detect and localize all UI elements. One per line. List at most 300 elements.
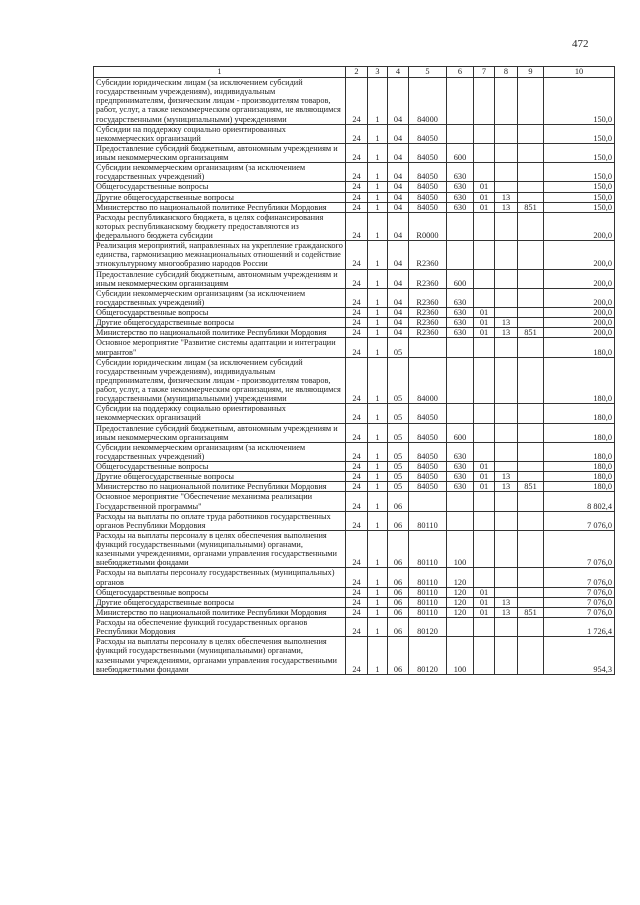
code-cell: 1 [368, 163, 388, 182]
table-row [94, 163, 615, 182]
table-row [94, 269, 615, 288]
row-name-cell: Субсидии некоммерческим организациям (за исключением государственных учреждений) [94, 288, 346, 307]
code-cell: 1 [368, 472, 388, 482]
code-cell: 05 [388, 338, 409, 357]
code-cell [518, 143, 544, 162]
code-cell [495, 78, 518, 125]
code-cell: 13 [495, 202, 518, 212]
code-cell: 01 [474, 182, 495, 192]
code-cell: 24 [346, 308, 368, 318]
code-cell: 01 [474, 462, 495, 472]
code-cell [495, 618, 518, 637]
code-cell [495, 269, 518, 288]
header-row [94, 67, 615, 78]
table-row [94, 597, 615, 607]
code-cell [495, 568, 518, 587]
table-row [94, 78, 615, 125]
code-cell: 04 [388, 78, 409, 125]
code-cell: 24 [346, 404, 368, 423]
code-cell: 100 [447, 530, 474, 568]
row-name-cell: Министерство по национальной политике Республики Мордовия [94, 482, 346, 492]
code-cell: 13 [495, 318, 518, 328]
code-cell [495, 308, 518, 318]
code-cell: 24 [346, 318, 368, 328]
code-cell: 84050 [409, 462, 447, 472]
code-cell: 24 [346, 357, 368, 404]
row-name-cell: Основное мероприятие "Обеспечение механизма реализации Государственной программы" [94, 492, 346, 511]
code-cell [409, 338, 447, 357]
amount-cell: 150,0 [544, 143, 615, 162]
code-cell: 01 [474, 482, 495, 492]
code-cell: 1 [368, 143, 388, 162]
amount-cell: 200,0 [544, 328, 615, 338]
code-cell: 24 [346, 78, 368, 125]
code-cell: 80120 [409, 637, 447, 675]
code-cell: 84050 [409, 163, 447, 182]
code-cell: 1 [368, 202, 388, 212]
code-cell: 630 [447, 182, 474, 192]
row-name-cell: Общегосударственные вопросы [94, 587, 346, 597]
code-cell: 1 [368, 124, 388, 143]
code-cell: 04 [388, 328, 409, 338]
code-cell: 600 [447, 143, 474, 162]
code-cell [474, 288, 495, 307]
code-cell: 100 [447, 637, 474, 675]
code-cell [447, 511, 474, 530]
amount-cell: 7 076,0 [544, 530, 615, 568]
code-cell: 80110 [409, 511, 447, 530]
table-row [94, 182, 615, 192]
row-name-cell: Субсидии на поддержку социально ориентированных некоммерческих организаций [94, 124, 346, 143]
code-cell: 630 [447, 328, 474, 338]
code-cell: 04 [388, 143, 409, 162]
table-row [94, 462, 615, 472]
code-cell: 05 [388, 357, 409, 404]
column-header: 3 [368, 67, 388, 78]
column-header: 7 [474, 67, 495, 78]
table-row [94, 530, 615, 568]
table-row [94, 618, 615, 637]
code-cell: 1 [368, 618, 388, 637]
amount-cell: 150,0 [544, 182, 615, 192]
table-row [94, 212, 615, 240]
code-cell: 851 [518, 328, 544, 338]
code-cell: 04 [388, 124, 409, 143]
code-cell: 1 [368, 308, 388, 318]
code-cell: 13 [495, 482, 518, 492]
amount-cell: 7 076,0 [544, 597, 615, 607]
code-cell: R0000 [409, 212, 447, 240]
code-cell: 84050 [409, 202, 447, 212]
code-cell: 1 [368, 241, 388, 269]
code-cell [474, 618, 495, 637]
code-cell: 24 [346, 143, 368, 162]
code-cell [495, 530, 518, 568]
code-cell [495, 462, 518, 472]
code-cell [474, 442, 495, 461]
code-cell: 120 [447, 587, 474, 597]
amount-cell: 7 076,0 [544, 568, 615, 587]
table-row [94, 202, 615, 212]
code-cell: 13 [495, 607, 518, 617]
code-cell: 80110 [409, 568, 447, 587]
code-cell: 120 [447, 607, 474, 617]
code-cell [409, 492, 447, 511]
code-cell: 04 [388, 241, 409, 269]
code-cell: R2360 [409, 328, 447, 338]
code-cell: 80110 [409, 607, 447, 617]
code-cell: 80110 [409, 587, 447, 597]
row-name-cell: Другие общегосударственные вопросы [94, 472, 346, 482]
code-cell [518, 192, 544, 202]
table-row [94, 318, 615, 328]
code-cell: 05 [388, 423, 409, 442]
amount-cell: 150,0 [544, 202, 615, 212]
code-cell: 630 [447, 308, 474, 318]
row-name-cell: Субсидии юридическим лицам (за исключением субсидий государственным учреждениям), индивидуальным предпринимателям, физическим лицам - производителям товаров, работ, услуг, а также некоммерческим организациям, не являющимся государственными (муниципальными) учреждениями [94, 357, 346, 404]
code-cell: 80120 [409, 618, 447, 637]
code-cell [447, 338, 474, 357]
code-cell [474, 269, 495, 288]
code-cell [495, 212, 518, 240]
code-cell: 84050 [409, 192, 447, 202]
budget-table [93, 66, 615, 675]
code-cell [495, 637, 518, 675]
code-cell: 24 [346, 637, 368, 675]
code-cell: 04 [388, 212, 409, 240]
code-cell [474, 163, 495, 182]
code-cell: R2360 [409, 308, 447, 318]
code-cell: 01 [474, 202, 495, 212]
code-cell [474, 241, 495, 269]
table-body [94, 78, 615, 675]
code-cell [495, 492, 518, 511]
code-cell [518, 492, 544, 511]
code-cell: 13 [495, 472, 518, 482]
page-number: 472 [572, 38, 589, 50]
column-header: 6 [447, 67, 474, 78]
code-cell: 24 [346, 568, 368, 587]
table-row [94, 607, 615, 617]
code-cell [518, 318, 544, 328]
code-cell: 01 [474, 587, 495, 597]
code-cell [518, 124, 544, 143]
code-cell: 04 [388, 318, 409, 328]
code-cell: 120 [447, 597, 474, 607]
table-row [94, 143, 615, 162]
row-name-cell: Другие общегосударственные вопросы [94, 318, 346, 328]
code-cell [518, 404, 544, 423]
code-cell [447, 212, 474, 240]
code-cell [495, 357, 518, 404]
table-row [94, 511, 615, 530]
code-cell: 24 [346, 182, 368, 192]
code-cell: 24 [346, 530, 368, 568]
table-row [94, 637, 615, 675]
code-cell: 01 [474, 597, 495, 607]
code-cell [518, 288, 544, 307]
code-cell: 24 [346, 472, 368, 482]
table-row [94, 472, 615, 482]
code-cell [495, 182, 518, 192]
code-cell: 24 [346, 442, 368, 461]
code-cell: 1 [368, 442, 388, 461]
code-cell [518, 212, 544, 240]
code-cell: 120 [447, 568, 474, 587]
amount-cell: 180,0 [544, 442, 615, 461]
amount-cell: 150,0 [544, 78, 615, 125]
code-cell: 04 [388, 182, 409, 192]
amount-cell: 1 726,4 [544, 618, 615, 637]
code-cell: 05 [388, 442, 409, 461]
column-header: 5 [409, 67, 447, 78]
code-cell: 84050 [409, 482, 447, 492]
code-cell [474, 530, 495, 568]
code-cell: 84050 [409, 124, 447, 143]
row-name-cell: Предоставление субсидий бюджетным, автономным учреждениям и иным некоммерческим организациям [94, 143, 346, 162]
code-cell: 1 [368, 212, 388, 240]
table-row [94, 308, 615, 318]
code-cell: 1 [368, 288, 388, 307]
code-cell [518, 568, 544, 587]
amount-cell: 180,0 [544, 423, 615, 442]
code-cell: 1 [368, 338, 388, 357]
code-cell [474, 338, 495, 357]
code-cell [447, 124, 474, 143]
code-cell [495, 163, 518, 182]
row-name-cell: Другие общегосударственные вопросы [94, 597, 346, 607]
code-cell [518, 618, 544, 637]
code-cell: 1 [368, 482, 388, 492]
code-cell [518, 241, 544, 269]
code-cell: R2360 [409, 288, 447, 307]
code-cell: 13 [495, 192, 518, 202]
code-cell: 80110 [409, 530, 447, 568]
code-cell: 1 [368, 269, 388, 288]
amount-cell: 200,0 [544, 308, 615, 318]
code-cell [495, 442, 518, 461]
code-cell: 851 [518, 202, 544, 212]
code-cell: 1 [368, 492, 388, 511]
code-cell: 06 [388, 607, 409, 617]
code-cell [495, 124, 518, 143]
amount-cell: 180,0 [544, 472, 615, 482]
code-cell: 01 [474, 192, 495, 202]
amount-cell: 200,0 [544, 241, 615, 269]
row-name-cell: Министерство по национальной политике Республики Мордовия [94, 328, 346, 338]
code-cell: 1 [368, 462, 388, 472]
row-name-cell: Расходы на выплаты персоналу в целях обеспечения выполнения функций государственными (муниципальными) органами, казенными учреждениями, органами управления государственными внебюджетными фондами [94, 530, 346, 568]
row-name-cell: Расходы на обеспечение функций государственных органов Республики Мордовия [94, 618, 346, 637]
code-cell: 24 [346, 607, 368, 617]
code-cell: 24 [346, 269, 368, 288]
code-cell: 600 [447, 423, 474, 442]
code-cell: 06 [388, 637, 409, 675]
code-cell: 84050 [409, 423, 447, 442]
amount-cell: 200,0 [544, 212, 615, 240]
code-cell: 630 [447, 288, 474, 307]
amount-cell: 7 076,0 [544, 607, 615, 617]
code-cell: 24 [346, 288, 368, 307]
column-header: 10 [544, 67, 615, 78]
code-cell [518, 597, 544, 607]
code-cell: 630 [447, 202, 474, 212]
amount-cell: 180,0 [544, 482, 615, 492]
code-cell [518, 269, 544, 288]
amount-cell: 200,0 [544, 288, 615, 307]
code-cell: 24 [346, 163, 368, 182]
code-cell [518, 338, 544, 357]
code-cell: R2360 [409, 241, 447, 269]
code-cell [518, 357, 544, 404]
code-cell [474, 511, 495, 530]
code-cell: 80110 [409, 597, 447, 607]
code-cell: 1 [368, 597, 388, 607]
code-cell [474, 143, 495, 162]
code-cell [474, 78, 495, 125]
code-cell: 1 [368, 511, 388, 530]
row-name-cell: Общегосударственные вопросы [94, 462, 346, 472]
code-cell: 04 [388, 202, 409, 212]
code-cell: 04 [388, 308, 409, 318]
row-name-cell: Реализация мероприятий, направленных на укрепление гражданского единства, гармонизацию межнациональных отношений и содействие этнокультурному многообразию народов России [94, 241, 346, 269]
column-header: 9 [518, 67, 544, 78]
code-cell: 630 [447, 482, 474, 492]
amount-cell: 200,0 [544, 318, 615, 328]
row-name-cell: Субсидии некоммерческим организациям (за исключением государственных учреждений) [94, 163, 346, 182]
code-cell: 1 [368, 568, 388, 587]
row-name-cell: Расходы на выплаты персоналу в целях обеспечения выполнения функций государственными (муниципальными) органами, казенными учреждениями, органами управления государственными внебюджетными фондами [94, 637, 346, 675]
row-name-cell: Субсидии юридическим лицам (за исключением субсидий государственным учреждениям), индивидуальным предпринимателям, физическим лицам - производителям товаров, работ, услуг, а также некоммерческим организациям, не являющимся государственными (муниципальными) учреждениями [94, 78, 346, 125]
code-cell [518, 462, 544, 472]
row-name-cell: Субсидии некоммерческим организациям (за исключением государственных учреждений) [94, 442, 346, 461]
code-cell [495, 404, 518, 423]
table-row [94, 192, 615, 202]
code-cell: 1 [368, 182, 388, 192]
code-cell: 24 [346, 597, 368, 607]
code-cell [495, 511, 518, 530]
amount-cell: 180,0 [544, 338, 615, 357]
code-cell: 630 [447, 462, 474, 472]
code-cell [447, 357, 474, 404]
code-cell: 01 [474, 328, 495, 338]
code-cell: 84050 [409, 404, 447, 423]
code-cell: R2360 [409, 269, 447, 288]
column-header: 8 [495, 67, 518, 78]
code-cell [518, 308, 544, 318]
code-cell: 1 [368, 587, 388, 597]
code-cell [495, 338, 518, 357]
row-name-cell: Расходы на выплаты персоналу государственных (муниципальных) органов [94, 568, 346, 587]
code-cell: 24 [346, 338, 368, 357]
code-cell: 84050 [409, 442, 447, 461]
row-name-cell: Общегосударственные вопросы [94, 182, 346, 192]
row-name-cell: Основное мероприятие "Развитие системы адаптации и интеграции мигрантов" [94, 338, 346, 357]
code-cell [474, 357, 495, 404]
code-cell [447, 404, 474, 423]
row-name-cell: Министерство по национальной политике Республики Мордовия [94, 202, 346, 212]
amount-cell: 150,0 [544, 192, 615, 202]
code-cell: 06 [388, 587, 409, 597]
code-cell: 06 [388, 618, 409, 637]
code-cell: 06 [388, 568, 409, 587]
row-name-cell: Предоставление субсидий бюджетным, автономным учреждениям и иным некоммерческим организациям [94, 269, 346, 288]
code-cell: 24 [346, 212, 368, 240]
table-row [94, 241, 615, 269]
code-cell: 1 [368, 357, 388, 404]
row-name-cell: Общегосударственные вопросы [94, 308, 346, 318]
table-row [94, 587, 615, 597]
code-cell: 630 [447, 192, 474, 202]
table-row [94, 404, 615, 423]
code-cell: 24 [346, 124, 368, 143]
code-cell: 1 [368, 78, 388, 125]
amount-cell: 150,0 [544, 163, 615, 182]
code-cell: 24 [346, 202, 368, 212]
row-name-cell: Другие общегосударственные вопросы [94, 192, 346, 202]
code-cell: 05 [388, 482, 409, 492]
code-cell [447, 78, 474, 125]
code-cell [474, 492, 495, 511]
table-row [94, 568, 615, 587]
code-cell: 851 [518, 482, 544, 492]
code-cell [447, 492, 474, 511]
code-cell: 84050 [409, 143, 447, 162]
amount-cell: 180,0 [544, 357, 615, 404]
table-row [94, 423, 615, 442]
table-row [94, 124, 615, 143]
code-cell: 13 [495, 597, 518, 607]
amount-cell: 8 802,4 [544, 492, 615, 511]
code-cell [518, 182, 544, 192]
code-cell: 06 [388, 530, 409, 568]
code-cell: 05 [388, 404, 409, 423]
table-row [94, 442, 615, 461]
code-cell: 04 [388, 288, 409, 307]
code-cell: 24 [346, 511, 368, 530]
code-cell: 851 [518, 607, 544, 617]
code-cell: 1 [368, 404, 388, 423]
code-cell: 84050 [409, 472, 447, 482]
code-cell: 630 [447, 442, 474, 461]
column-header: 1 [94, 67, 346, 78]
code-cell: 06 [388, 511, 409, 530]
amount-cell: 200,0 [544, 269, 615, 288]
code-cell [495, 143, 518, 162]
code-cell: 24 [346, 241, 368, 269]
code-cell [447, 241, 474, 269]
code-cell: 01 [474, 318, 495, 328]
table-row [94, 492, 615, 511]
amount-cell: 7 076,0 [544, 511, 615, 530]
code-cell: 84000 [409, 78, 447, 125]
code-cell: 13 [495, 328, 518, 338]
code-cell [495, 423, 518, 442]
code-cell: 01 [474, 308, 495, 318]
code-cell: 84000 [409, 357, 447, 404]
code-cell [518, 530, 544, 568]
code-cell: 05 [388, 472, 409, 482]
code-cell: R2360 [409, 318, 447, 328]
amount-cell: 954,3 [544, 637, 615, 675]
code-cell: 24 [346, 462, 368, 472]
code-cell: 01 [474, 607, 495, 617]
code-cell: 630 [447, 318, 474, 328]
code-cell [518, 442, 544, 461]
code-cell: 630 [447, 163, 474, 182]
code-cell: 600 [447, 269, 474, 288]
code-cell [518, 587, 544, 597]
